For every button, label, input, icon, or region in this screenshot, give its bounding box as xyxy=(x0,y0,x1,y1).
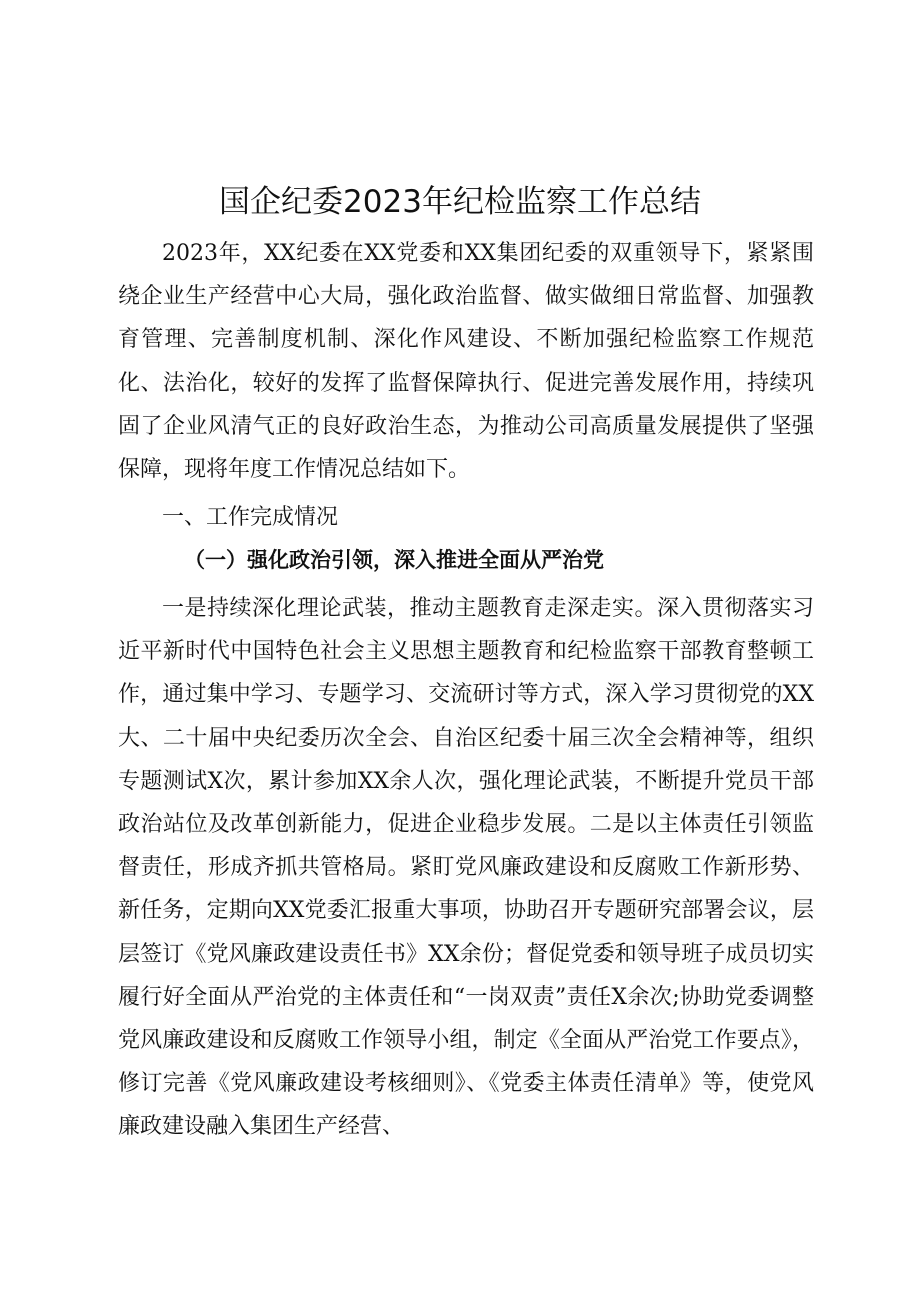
subsection-heading: （一）强化政治引领，深入推进全面从严治党 xyxy=(184,547,604,572)
intro-paragraph: 2023年，XX纪委在XX党委和XX集团纪委的双重领导下，紧紧围绕企业生产经营中心大局，强化政治监督、做实做细日常监督、加强教育管理、完善制度机制、深化作风建设、不断加强纪检监察工作规范化、法治化，较好的发挥了监督保障执行、促进完善发展作用，持续巩固了企业风清气正的良好政治生态，为推动公司高质量发展提供了坚强保障，现将年度工作情况总结如下。 xyxy=(118,241,814,483)
section-heading: 一、工作完成情况 xyxy=(162,505,339,530)
document-title: 国企纪委2023年纪检监察工作总结 xyxy=(219,184,701,220)
body-paragraph: 一是持续深化理论武装，推动主题教育走深走实。深入贯彻落实习近平新时代中国特色社会主义思想主题教育和纪检监察干部教育整顿工作，通过集中学习、专题学习、交流研讨等方式，深入学习贯彻党的XX大、二十届中央纪委历次全会、自治区纪委十届三次全会精神等，组织专题测试X次，累计参加XX余人次，强化理论武装，不断提升党员干部政治站位及改革创新能力，促进企业稳步发展。二是以主体责任引领监督责任，形成齐抓共管格局。紧盯党风廉政建设和反腐败工作新形势、新任务，定期向XX党委汇报重大事项，协助召开专题研究部署会议，层层签订《党风廉政建设责任书》XX余份；督促党委和领导班子成员切实履行好全面从严治党的主体责任和“一岗双责”责任X余次;协助党委调整党风廉政建设和反腐败工作领导小组，制定《全面从严治党工作要点》，修订完善《党风廉政建设考核细则》、《党委主体责任清单》等，使党风廉政建设融入集团生产经营、 xyxy=(118,596,814,1140)
